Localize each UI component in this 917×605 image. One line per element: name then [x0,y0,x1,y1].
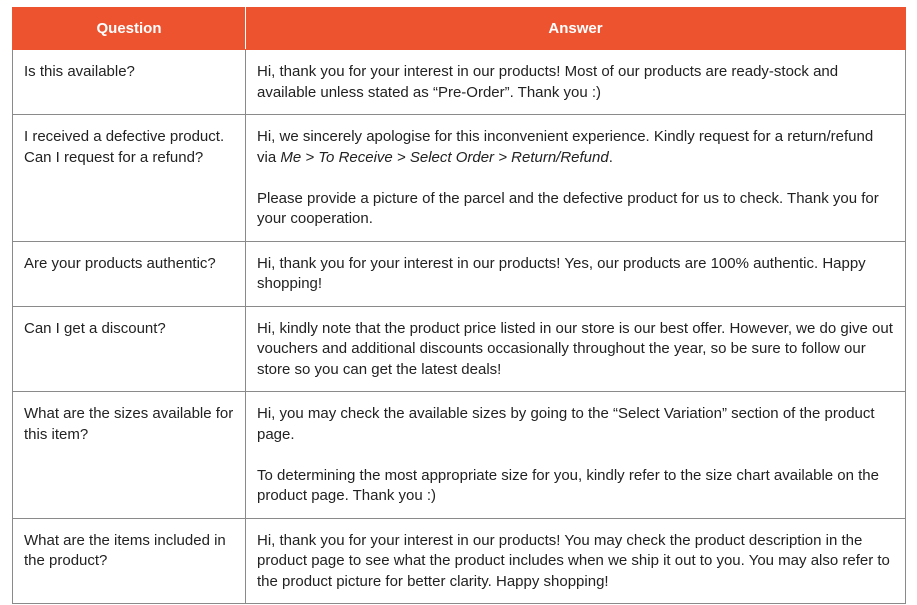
question-cell: What are the items included in the product? [13,518,246,604]
question-cell: Can I get a discount? [13,306,246,392]
answer-column-header: Answer [246,8,906,50]
answer-cell [246,518,906,604]
answer-cell [246,392,906,519]
question-column-header: Question [13,8,246,50]
answer-paragraph: Please provide a picture of the parcel and the defective product for us to check. Thank you for your cooperation. [257,189,879,227]
table-row [13,115,906,242]
question-cell: What are the sizes available for this item? [13,392,246,519]
table-row [13,50,906,115]
answer-paragraph: Hi, thank you for your interest in our products! Yes, our products are 100% authentic. Happy shopping! [257,254,866,292]
refund-navigation-path: Me > To Receive > Select Order > Return/Refund [280,148,609,166]
answer-paragraph: To determining the most appropriate size for you, kindly refer to the size chart available on the product page. Thank you :) [257,466,879,504]
question-cell: Is this available? [13,50,246,115]
answer-paragraph: Hi, kindly note that the product price listed in our store is our best offer. However, we do give out vouchers and additional discounts occasionally throughout the year, so be sure to follow our store so you can get the latest deals! [257,319,893,378]
answer-text: Hi, we sincerely apologise for this inconvenient experience. Kindly request for a return/refund via [257,128,874,166]
answer-cell [246,306,906,392]
faq-table-container [12,7,906,604]
table-row [13,392,906,519]
answer-paragraph: Hi, thank you for your interest in our products! Most of our products are ready-stock and available unless stated as “Pre-Order”. Thank you :) [257,63,839,101]
table-row [13,306,906,392]
question-cell: I received a defective product. Can I request for a refund? [13,115,246,242]
answer-cell [246,115,906,242]
answer-paragraph: Hi, you may check the available sizes by going to the “Select Variation” section of the product page. [257,405,875,443]
table-header-row [13,8,906,50]
answer-paragraph: Hi, thank you for your interest in our products! You may check the product description in the product page to see what the product includes when we ship it out to you. You may also refer to the product picture for better clarity. Happy shopping! [257,531,890,590]
answer-text: . [608,148,613,166]
faq-table [12,7,906,604]
answer-cell [246,50,906,115]
question-cell: Are your products authentic? [13,241,246,306]
answer-paragraph [257,127,895,168]
table-row [13,241,906,306]
answer-cell [246,241,906,306]
table-row [13,518,906,604]
